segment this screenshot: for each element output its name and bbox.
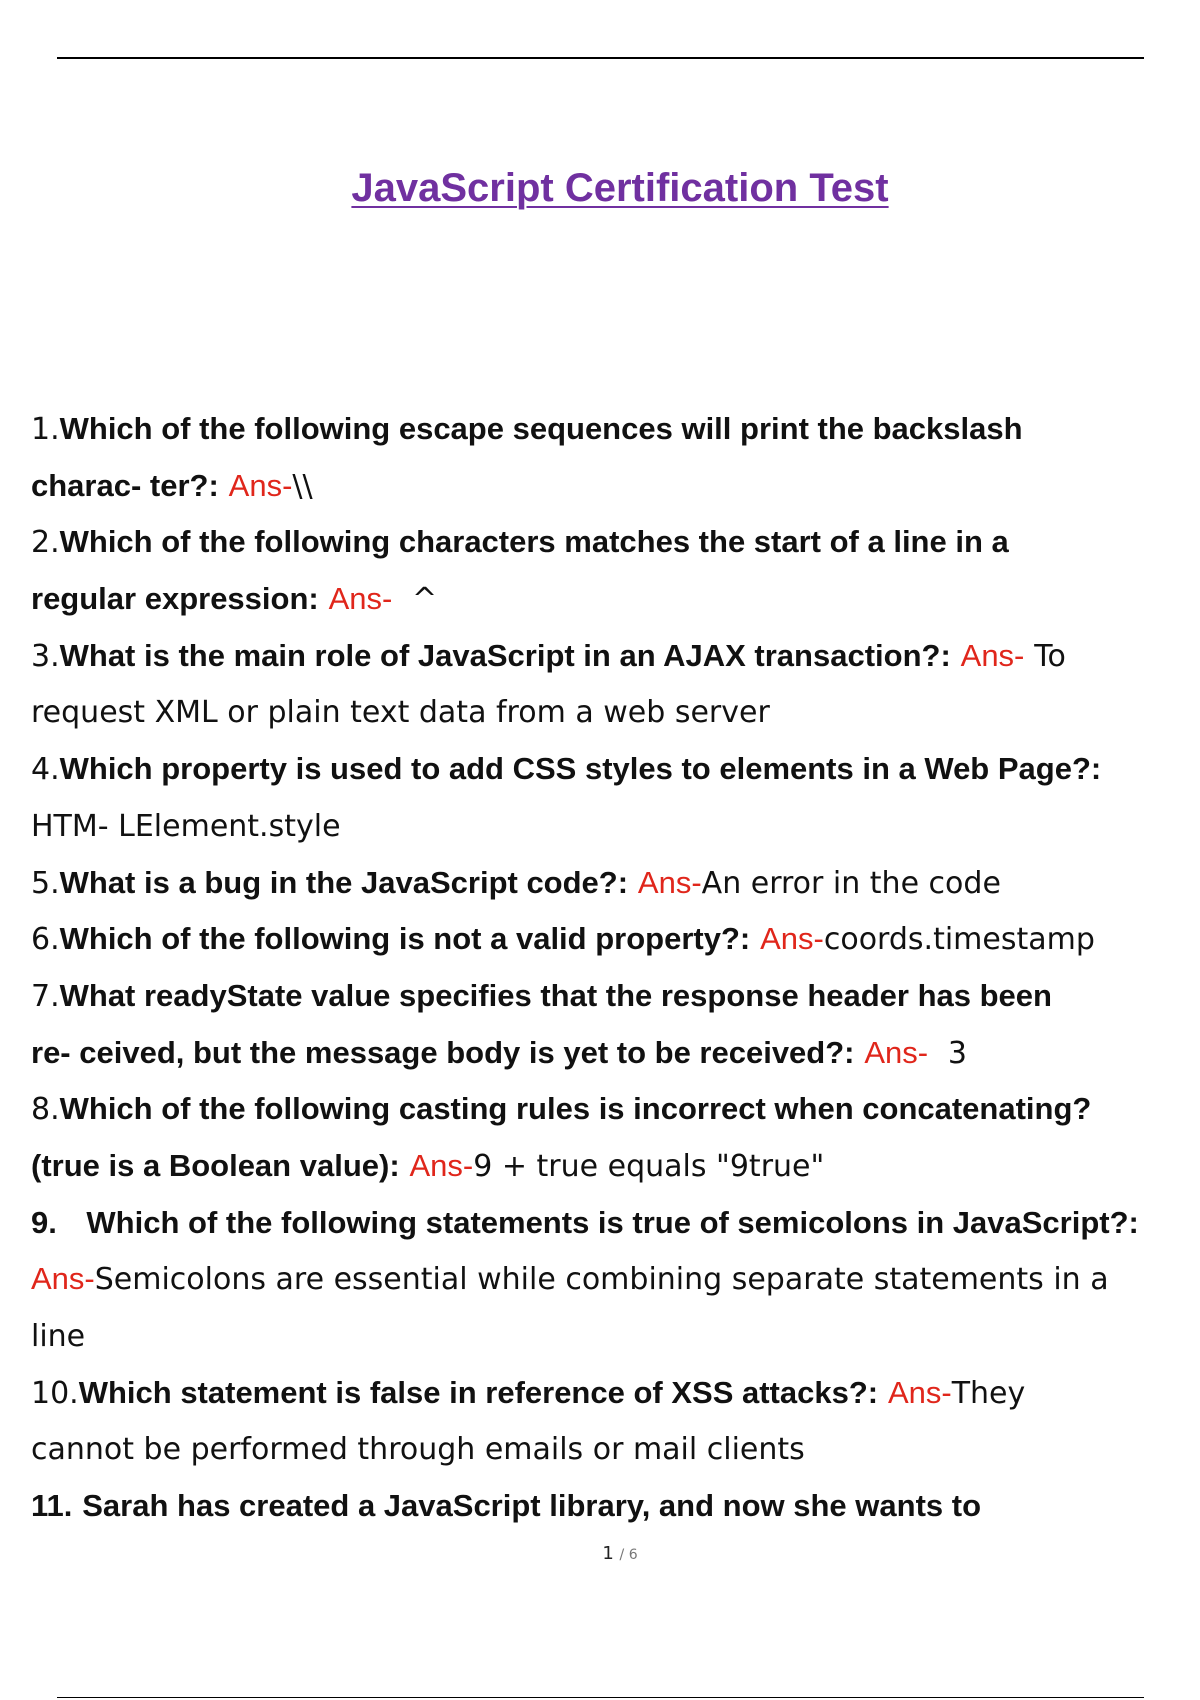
answer-label: Ans- — [637, 864, 702, 900]
answer-text: An error in the code — [701, 865, 1001, 901]
answer-text: coords.timestamp — [823, 922, 1095, 958]
question-text: Which of the following escape sequences will print the backslash — [59, 411, 1023, 446]
question-10 — [31, 1365, 1200, 1422]
question-1-cont — [31, 458, 1200, 515]
answer-text: line — [31, 1319, 86, 1354]
answer-label: Ans- — [864, 1034, 929, 1070]
question-list — [31, 401, 1200, 1535]
question-number: 2. — [31, 525, 60, 561]
question-number: 1. — [31, 412, 60, 447]
document-title: JavaScript Certification Test — [351, 166, 889, 210]
question-text: What readyState value specifies that the response header has been — [59, 977, 1052, 1013]
question-2-cont — [31, 571, 1200, 628]
page-indicator — [0, 1543, 1200, 1564]
question-text: Which of the following is not a valid property?: — [59, 921, 751, 957]
answer-label: Ans- — [960, 637, 1025, 673]
question-number: 4. — [31, 752, 60, 788]
question-number: 5. — [31, 865, 60, 901]
question-8 — [31, 1081, 1200, 1138]
question-text: What is the main role of JavaScript in an AJAX transaction?: — [59, 637, 951, 673]
answer-text: Semicolons are essential while combining separate statements in a — [94, 1262, 1109, 1298]
answer-text: 3 — [947, 1035, 967, 1071]
answer-text: They — [951, 1375, 1026, 1411]
answer-label: Ans- — [887, 1374, 952, 1410]
answer-label: Ans- — [409, 1147, 474, 1183]
question-5 — [31, 855, 1200, 912]
question-6 — [31, 911, 1200, 968]
question-number: 10. — [31, 1375, 79, 1411]
question-text: regular expression: — [31, 581, 319, 617]
question-text: Which of the following casting rules is incorrect when concatenating? — [59, 1091, 1092, 1127]
question-9-cont — [31, 1251, 1200, 1308]
question-text: Which property is used to add CSS styles to elements in a Web Page?: — [59, 751, 1102, 787]
question-text: (true is a Boolean value): — [31, 1147, 400, 1183]
question-text: Which of the following characters matches the start of a line in a — [59, 524, 1009, 560]
question-1 — [31, 401, 1200, 458]
answer-label: Ans- — [228, 467, 293, 503]
answer-text: 9 + true equals "9true" — [473, 1148, 825, 1184]
question-number: 8. — [31, 1092, 60, 1128]
question-number: 6. — [31, 922, 60, 958]
question-9 — [31, 1195, 1200, 1252]
question-text: charac- ter?: — [31, 467, 219, 503]
answer-label: Ans- — [31, 1261, 95, 1297]
question-number: 11. — [31, 1488, 73, 1524]
question-7-cont — [31, 1025, 1200, 1082]
question-text: Which statement is false in reference of XSS attacks?: — [78, 1374, 879, 1410]
answer-text: \\ — [292, 468, 313, 504]
question-number: 9. — [31, 1204, 57, 1240]
top-rule — [57, 57, 1144, 59]
answer-text: cannot be performed through emails or mail clients — [31, 1432, 805, 1468]
question-3-cont — [31, 684, 1200, 741]
answer-text: HTM- LElement.style — [31, 808, 341, 844]
question-text: Which of the following statements is true of semicolons in JavaScript?: — [86, 1204, 1139, 1240]
question-9-cont2 — [31, 1308, 1200, 1365]
answer-text: To — [1034, 638, 1066, 674]
question-text: re- ceived, but the message body is yet to be received?: — [31, 1034, 855, 1070]
answer-text: request XML or plain text data from a web server — [31, 695, 770, 731]
question-8-cont — [31, 1138, 1200, 1195]
question-number: 7. — [31, 978, 60, 1014]
question-11 — [31, 1478, 1200, 1535]
answer-text: ^ — [412, 582, 438, 618]
answer-label: Ans- — [760, 921, 824, 957]
question-10-cont — [31, 1421, 1200, 1478]
question-2 — [31, 514, 1200, 571]
question-3 — [31, 628, 1200, 685]
question-number: 3. — [31, 638, 60, 674]
bottom-rule — [57, 1697, 1144, 1698]
question-4 — [31, 741, 1200, 798]
answer-label: Ans- — [328, 581, 393, 617]
page-current: 1 — [602, 1543, 614, 1564]
question-4-cont — [31, 798, 1200, 855]
page-total: / 6 — [619, 1547, 638, 1563]
question-text: Sarah has created a JavaScript library, and now she wants to — [82, 1488, 982, 1524]
question-text: What is a bug in the JavaScript code?: — [59, 864, 629, 900]
question-7 — [31, 968, 1200, 1025]
